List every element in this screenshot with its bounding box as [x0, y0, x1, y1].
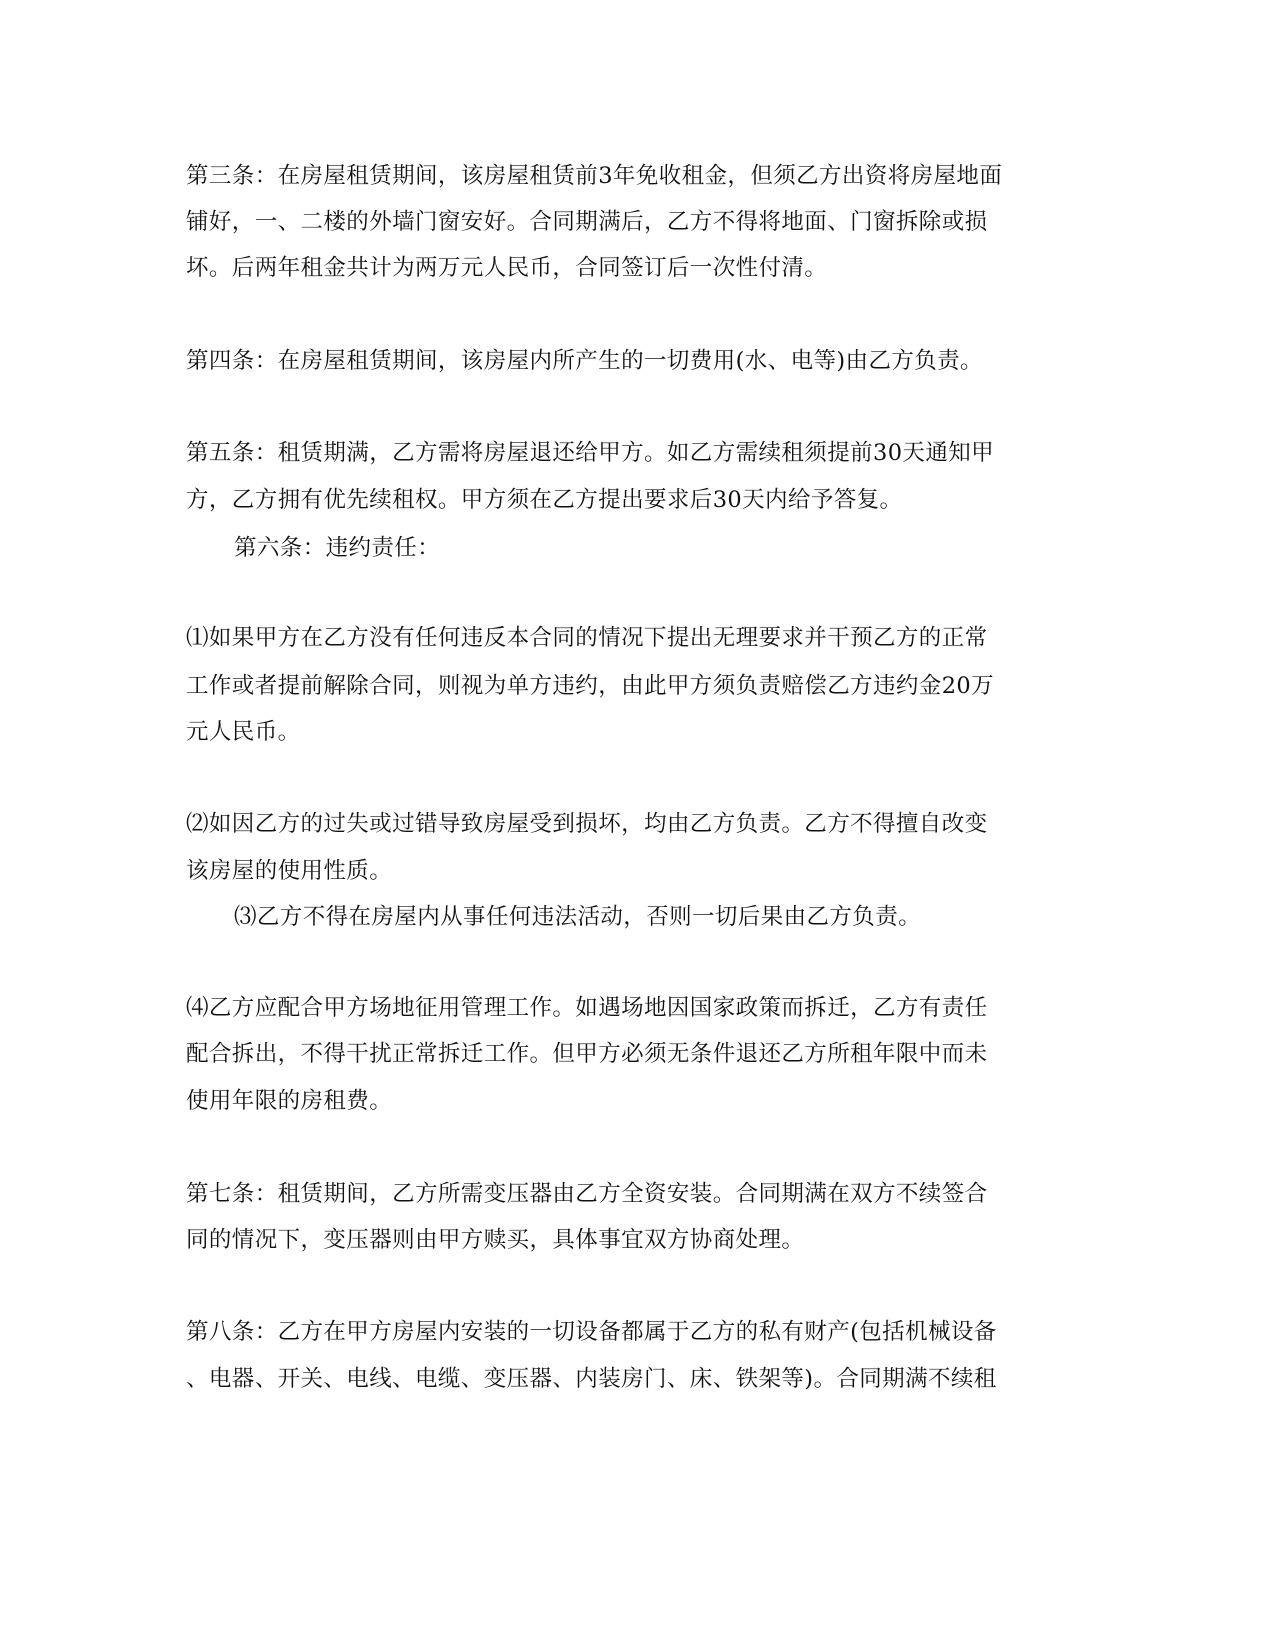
clause-2-line-1: ⑵如因乙方的过失或过错导致房屋受到损坏，均由乙方负责。乙方不得擅自改变	[186, 811, 988, 837]
clause-4-line-3: 使用年限的房租费。	[186, 1088, 393, 1114]
clause-1-line-2: 工作或者提前解除合同，则视为单方违约，由此甲方须负责赔偿乙方违约金20万	[186, 673, 995, 699]
article-4-line-1: 第四条：在房屋租赁期间，该房屋内所产生的一切费用(水、电等)由乙方负责。	[186, 348, 983, 374]
article-3-line-3: 坏。后两年租金共计为两万元人民币，合同签订后一次性付清。	[186, 255, 828, 281]
article-5-line-1: 第五条：租赁期满，乙方需将房屋退还给甲方。如乙方需续租须提前30天通知甲	[186, 440, 995, 466]
article-3-line-1: 第三条：在房屋租赁期间，该房屋租赁前3年免收租金，但须乙方出资将房屋地面	[186, 163, 1003, 189]
article-6-heading: 第六条：违约责任：	[234, 535, 441, 561]
clause-4-line-2: 配合拆出，不得干扰正常拆迁工作。但甲方必须无条件退还乙方所租年限中而未	[186, 1041, 988, 1067]
article-7-line-1: 第七条：租赁期间，乙方所需变压器由乙方全资安装。合同期满在双方不续签合	[186, 1181, 988, 1207]
article-7-line-2: 同的情况下，变压器则由甲方赎买，具体事宜双方协商处理。	[186, 1227, 805, 1253]
article-8-line-2: 、电器、开关、电线、电缆、变压器、内装房门、床、铁架等)。合同期满不续租	[186, 1366, 997, 1392]
article-3-line-2: 铺好，一、二楼的外墙门窗安好。合同期满后，乙方不得将地面、门窗拆除或损	[186, 209, 988, 235]
clause-3-line-1: ⑶乙方不得在房屋内从事任何违法活动，否则一切后果由乙方负责。	[234, 904, 922, 930]
clause-2-line-2: 该房屋的使用性质。	[186, 858, 393, 884]
clause-1-line-1: ⑴如果甲方在乙方没有任何违反本合同的情况下提出无理要求并干预乙方的正常	[186, 625, 988, 651]
clause-4-line-1: ⑷乙方应配合甲方场地征用管理工作。如遇场地因国家政策而拆迁，乙方有责任	[186, 995, 988, 1021]
article-5-line-2: 方，乙方拥有优先续租权。甲方须在乙方提出要求后30天内给予答复。	[186, 487, 903, 513]
clause-1-line-3: 元人民币。	[186, 719, 301, 745]
article-8-line-1: 第八条：乙方在甲方房屋内安装的一切设备都属于乙方的私有财产(包括机械设备	[186, 1319, 997, 1345]
